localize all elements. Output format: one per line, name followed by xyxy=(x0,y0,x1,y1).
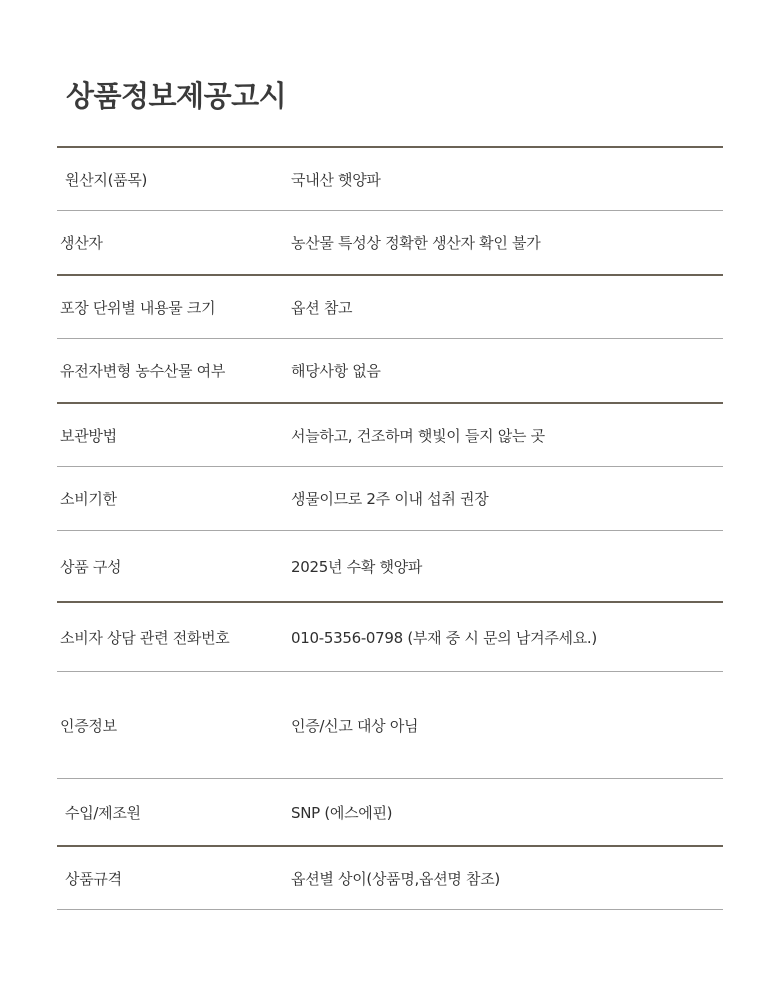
table-row-certification xyxy=(57,671,723,778)
row-label: 유전자변형 농수산물 여부 xyxy=(60,362,226,380)
table-row-origin xyxy=(57,146,723,210)
row-value: 서늘하고, 건조하며 햇빛이 들지 않는 곳 xyxy=(291,426,545,445)
table-row-spec xyxy=(57,845,723,910)
row-label: 인증정보 xyxy=(60,716,117,735)
row-value: 농산물 특성상 정확한 생산자 확인 불가 xyxy=(291,234,541,252)
row-label: 소비자 상담 관련 전화번호 xyxy=(60,628,230,647)
row-value: 옵션별 상이(상품명,옵션명 참조) xyxy=(291,869,500,888)
row-label: 포장 단위별 내용물 크기 xyxy=(60,298,216,317)
row-label: 상품규격 xyxy=(65,869,122,888)
row-value: 옵션 참고 xyxy=(291,298,353,317)
page-title: 상품정보제공고시 xyxy=(66,79,287,113)
row-label: 소비기한 xyxy=(60,490,117,508)
row-label: 생산자 xyxy=(60,234,103,252)
row-value: 해당사항 없음 xyxy=(291,362,381,380)
table-row-expiry xyxy=(57,466,723,530)
table-row-storage xyxy=(57,402,723,466)
table-row-producer xyxy=(57,210,723,274)
row-value: 국내산 햇양파 xyxy=(291,170,381,189)
row-label: 원산지(품목) xyxy=(65,170,148,189)
row-label: 수입/제조원 xyxy=(65,803,141,822)
row-value: 인증/신고 대상 아님 xyxy=(291,716,419,735)
table-row-manufacturer xyxy=(57,778,723,845)
table-row-gmo xyxy=(57,338,723,402)
table-row-composition xyxy=(57,530,723,601)
row-label: 보관방법 xyxy=(60,426,117,445)
row-value: SNP (에스에핀) xyxy=(291,803,393,822)
row-label: 상품 구성 xyxy=(60,557,122,576)
table-row-phone xyxy=(57,601,723,671)
row-value: 010-5356-0798 (부재 중 시 문의 남겨주세요.) xyxy=(291,628,597,647)
row-value: 2025년 수확 햇양파 xyxy=(291,557,423,576)
product-info-table xyxy=(57,146,723,910)
table-row-package-size xyxy=(57,274,723,338)
row-value: 생물이므로 2주 이내 섭취 권장 xyxy=(291,490,489,508)
